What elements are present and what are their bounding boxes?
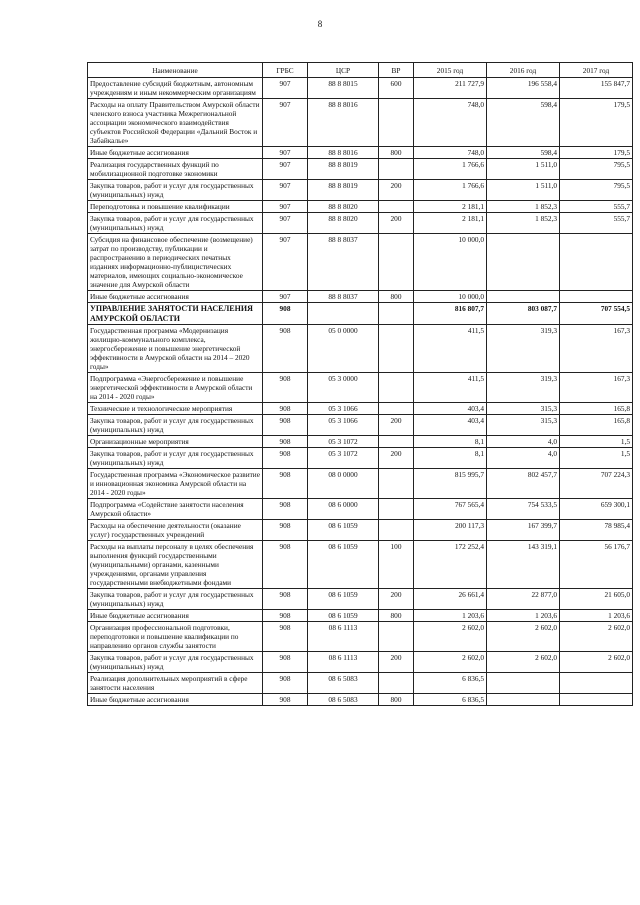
cell-2015: 172 252,4 bbox=[414, 541, 487, 589]
table-row bbox=[88, 99, 633, 147]
cell-csr: 05 0 0000 bbox=[308, 325, 379, 373]
cell-grbs: 907 bbox=[263, 201, 308, 213]
cell-2017: 165,8 bbox=[560, 403, 633, 415]
cell-csr: 88 8 8016 bbox=[308, 99, 379, 147]
cell-2017: 555,7 bbox=[560, 201, 633, 213]
cell-csr: 88 8 8015 bbox=[308, 78, 379, 99]
cell-grbs: 907 bbox=[263, 99, 308, 147]
cell-vr: 200 bbox=[379, 415, 414, 436]
cell-name: Государственная программа «Модернизация жилищно-коммунального комплекса, энергосбережение и повышение энергетической эффективности в Амурской области на 2014 – 2020 годы» bbox=[88, 325, 263, 373]
table-header-row bbox=[88, 63, 633, 78]
cell-vr: 200 bbox=[379, 652, 414, 673]
cell-name: Расходы на выплаты персоналу в целях обеспечения выполнения функций государственными (муниципальными) органами, казенными учреждениями, органами управления государственными внебюджетными фондами bbox=[88, 541, 263, 589]
cell-vr bbox=[379, 373, 414, 403]
cell-name: Иные бюджетные ассигнования bbox=[88, 610, 263, 622]
cell-name: Иные бюджетные ассигнования bbox=[88, 291, 263, 303]
cell-2016: 598,4 bbox=[487, 99, 560, 147]
table-row bbox=[88, 499, 633, 520]
cell-2015: 403,4 bbox=[414, 403, 487, 415]
cell-2015: 1 203,6 bbox=[414, 610, 487, 622]
cell-csr: 08 6 1113 bbox=[308, 622, 379, 652]
cell-name: Предоставление субсидий бюджетным, автономным учреждениям и иным некоммерческим организациям bbox=[88, 78, 263, 99]
cell-2016: 802 457,7 bbox=[487, 469, 560, 499]
header-name: Наименование bbox=[88, 63, 263, 78]
cell-name: Расходы на оплату Правительством Амурской области членского взноса участника Межрегиональной ассоциации экономического взаимодействия субъектов Российской Федерации «Дальний Восток и Забайкалье» bbox=[88, 99, 263, 147]
cell-vr bbox=[379, 403, 414, 415]
cell-vr: 800 bbox=[379, 694, 414, 706]
cell-csr: 08 6 1059 bbox=[308, 520, 379, 541]
cell-name: Подпрограмма «Содействие занятости населения Амурской области» bbox=[88, 499, 263, 520]
cell-grbs: 907 bbox=[263, 213, 308, 234]
cell-2016: 4,0 bbox=[487, 436, 560, 448]
header-2016: 2016 год bbox=[487, 63, 560, 78]
cell-2017 bbox=[560, 694, 633, 706]
cell-grbs: 907 bbox=[263, 234, 308, 291]
cell-2017: 78 985,4 bbox=[560, 520, 633, 541]
cell-2015: 26 661,4 bbox=[414, 589, 487, 610]
table-row bbox=[88, 469, 633, 499]
cell-csr: 08 6 5083 bbox=[308, 673, 379, 694]
cell-vr: 600 bbox=[379, 78, 414, 99]
cell-2015: 815 995,7 bbox=[414, 469, 487, 499]
cell-grbs: 908 bbox=[263, 589, 308, 610]
table-row bbox=[88, 652, 633, 673]
cell-grbs: 908 bbox=[263, 415, 308, 436]
cell-csr: 05 3 1072 bbox=[308, 448, 379, 469]
cell-vr bbox=[379, 520, 414, 541]
cell-2017: 1,5 bbox=[560, 448, 633, 469]
cell-csr: 08 6 1059 bbox=[308, 541, 379, 589]
cell-grbs: 908 bbox=[263, 541, 308, 589]
cell-name: Иные бюджетные ассигнования bbox=[88, 694, 263, 706]
cell-2017: 707 224,3 bbox=[560, 469, 633, 499]
cell-2016 bbox=[487, 694, 560, 706]
table-row bbox=[88, 403, 633, 415]
cell-csr: 08 6 1059 bbox=[308, 589, 379, 610]
cell-2016: 315,3 bbox=[487, 415, 560, 436]
cell-grbs: 908 bbox=[263, 520, 308, 541]
cell-2017: 1 203,6 bbox=[560, 610, 633, 622]
cell-2016 bbox=[487, 673, 560, 694]
cell-name: Закупка товаров, работ и услуг для государственных (муниципальных) нужд bbox=[88, 213, 263, 234]
cell-vr bbox=[379, 499, 414, 520]
table-body bbox=[88, 78, 633, 706]
cell-name: Переподготовка и повышение квалификации bbox=[88, 201, 263, 213]
cell-vr bbox=[379, 436, 414, 448]
table-row bbox=[88, 325, 633, 373]
cell-2016 bbox=[487, 291, 560, 303]
cell-csr: 88 8 8020 bbox=[308, 213, 379, 234]
cell-2017: 555,7 bbox=[560, 213, 633, 234]
cell-2015: 411,5 bbox=[414, 373, 487, 403]
cell-grbs: 908 bbox=[263, 403, 308, 415]
cell-2016: 315,3 bbox=[487, 403, 560, 415]
header-grbs: ГРБС bbox=[263, 63, 308, 78]
cell-grbs: 907 bbox=[263, 159, 308, 180]
cell-name: Закупка товаров, работ и услуг для государственных (муниципальных) нужд bbox=[88, 589, 263, 610]
cell-vr bbox=[379, 234, 414, 291]
cell-csr: 05 3 0000 bbox=[308, 373, 379, 403]
cell-name: Субсидия на финансовое обеспечение (возмещение) затрат по производству, публикации и распространению в периодических печатных изданиях информационно-публицистических материалов, имеющих социально-экономическое значение для Амурской области bbox=[88, 234, 263, 291]
cell-2015: 6 836,5 bbox=[414, 673, 487, 694]
cell-2015: 748,0 bbox=[414, 147, 487, 159]
cell-2016: 196 558,4 bbox=[487, 78, 560, 99]
cell-name: Расходы на обеспечение деятельности (оказание услуг) государственных учреждений bbox=[88, 520, 263, 541]
table-row bbox=[88, 201, 633, 213]
cell-2015: 10 000,0 bbox=[414, 234, 487, 291]
header-csr: ЦСР bbox=[308, 63, 379, 78]
cell-grbs: 908 bbox=[263, 469, 308, 499]
cell-2016: 1 511,0 bbox=[487, 159, 560, 180]
cell-name: Иные бюджетные ассигнования bbox=[88, 147, 263, 159]
cell-2017: 795,5 bbox=[560, 180, 633, 201]
cell-2016: 803 087,7 bbox=[487, 303, 560, 325]
cell-vr: 200 bbox=[379, 448, 414, 469]
cell-2017: 2 602,0 bbox=[560, 652, 633, 673]
cell-csr: 88 8 8016 bbox=[308, 147, 379, 159]
cell-2016: 167 399,7 bbox=[487, 520, 560, 541]
cell-2015: 1 766,6 bbox=[414, 180, 487, 201]
cell-vr: 800 bbox=[379, 610, 414, 622]
cell-name: Технические и технологические мероприятия bbox=[88, 403, 263, 415]
cell-vr: 200 bbox=[379, 589, 414, 610]
cell-name: УПРАВЛЕНИЕ ЗАНЯТОСТИ НАСЕЛЕНИЯ АМУРСКОЙ ОБЛАСТИ bbox=[88, 303, 263, 325]
header-2015: 2015 год bbox=[414, 63, 487, 78]
table-row bbox=[88, 234, 633, 291]
cell-csr: 08 0 0000 bbox=[308, 469, 379, 499]
cell-grbs: 907 bbox=[263, 180, 308, 201]
table-row bbox=[88, 213, 633, 234]
cell-2016: 4,0 bbox=[487, 448, 560, 469]
cell-2017: 179,5 bbox=[560, 147, 633, 159]
cell-grbs: 907 bbox=[263, 78, 308, 99]
cell-name: Закупка товаров, работ и услуг для государственных (муниципальных) нужд bbox=[88, 180, 263, 201]
cell-2016: 1 852,3 bbox=[487, 201, 560, 213]
cell-csr: 08 6 0000 bbox=[308, 499, 379, 520]
cell-grbs: 908 bbox=[263, 622, 308, 652]
cell-vr bbox=[379, 325, 414, 373]
cell-grbs: 908 bbox=[263, 499, 308, 520]
cell-csr: 88 8 8019 bbox=[308, 180, 379, 201]
cell-vr: 800 bbox=[379, 291, 414, 303]
cell-2017: 155 847,7 bbox=[560, 78, 633, 99]
cell-csr: 88 8 8037 bbox=[308, 291, 379, 303]
page-number: 8 bbox=[317, 19, 323, 29]
cell-grbs: 908 bbox=[263, 610, 308, 622]
cell-2017: 56 176,7 bbox=[560, 541, 633, 589]
cell-2017: 659 300,1 bbox=[560, 499, 633, 520]
cell-2016: 598,4 bbox=[487, 147, 560, 159]
cell-2015: 211 727,9 bbox=[414, 78, 487, 99]
cell-vr: 200 bbox=[379, 213, 414, 234]
cell-2017: 1,5 bbox=[560, 436, 633, 448]
cell-name: Подпрограмма «Энергосбережение и повышение энергетической эффективности в Амурской области на 2014 - 2020 годы» bbox=[88, 373, 263, 403]
cell-2017: 707 554,5 bbox=[560, 303, 633, 325]
cell-2017: 21 605,0 bbox=[560, 589, 633, 610]
budget-table bbox=[87, 62, 633, 706]
cell-2017: 165,8 bbox=[560, 415, 633, 436]
cell-grbs: 908 bbox=[263, 652, 308, 673]
cell-vr bbox=[379, 99, 414, 147]
cell-csr: 88 8 8037 bbox=[308, 234, 379, 291]
cell-grbs: 908 bbox=[263, 325, 308, 373]
table-row bbox=[88, 415, 633, 436]
cell-2015: 2 181,1 bbox=[414, 201, 487, 213]
cell-csr: 88 8 8020 bbox=[308, 201, 379, 213]
cell-2016: 22 877,0 bbox=[487, 589, 560, 610]
cell-grbs: 908 bbox=[263, 694, 308, 706]
cell-grbs: 908 bbox=[263, 436, 308, 448]
table-row bbox=[88, 541, 633, 589]
cell-2015: 403,4 bbox=[414, 415, 487, 436]
cell-2016: 1 852,3 bbox=[487, 213, 560, 234]
table-row bbox=[88, 180, 633, 201]
table-row bbox=[88, 610, 633, 622]
cell-2015: 200 117,3 bbox=[414, 520, 487, 541]
table-row bbox=[88, 436, 633, 448]
cell-2016: 1 203,6 bbox=[487, 610, 560, 622]
cell-2017 bbox=[560, 291, 633, 303]
cell-2016: 754 533,5 bbox=[487, 499, 560, 520]
table-row bbox=[88, 448, 633, 469]
cell-csr: 05 3 1066 bbox=[308, 415, 379, 436]
cell-2015: 10 000,0 bbox=[414, 291, 487, 303]
cell-csr: 08 6 5083 bbox=[308, 694, 379, 706]
cell-csr: 08 6 1059 bbox=[308, 610, 379, 622]
cell-vr bbox=[379, 469, 414, 499]
cell-2016: 2 602,0 bbox=[487, 622, 560, 652]
cell-vr bbox=[379, 622, 414, 652]
cell-2017: 2 602,0 bbox=[560, 622, 633, 652]
cell-2017: 795,5 bbox=[560, 159, 633, 180]
cell-csr: 08 6 1113 bbox=[308, 652, 379, 673]
cell-2016: 319,3 bbox=[487, 325, 560, 373]
table-row bbox=[88, 373, 633, 403]
cell-vr bbox=[379, 673, 414, 694]
cell-name: Реализация государственных функций по мобилизационной подготовке экономики bbox=[88, 159, 263, 180]
cell-vr bbox=[379, 303, 414, 325]
cell-csr: 88 8 8019 bbox=[308, 159, 379, 180]
cell-2017: 167,3 bbox=[560, 325, 633, 373]
cell-name: Закупка товаров, работ и услуг для государственных (муниципальных) нужд bbox=[88, 415, 263, 436]
cell-2015: 8,1 bbox=[414, 448, 487, 469]
cell-name: Организация профессиональной подготовки, переподготовки и повышение квалификации по направлению органов службы занятости bbox=[88, 622, 263, 652]
table-row bbox=[88, 147, 633, 159]
cell-csr bbox=[308, 303, 379, 325]
cell-name: Государственная программа «Экономическое развитие и инновационная экономика Амурской области на 2014 - 2020 годы» bbox=[88, 469, 263, 499]
cell-grbs: 907 bbox=[263, 147, 308, 159]
cell-2017 bbox=[560, 234, 633, 291]
table-row bbox=[88, 520, 633, 541]
cell-2016: 319,3 bbox=[487, 373, 560, 403]
cell-2016: 1 511,0 bbox=[487, 180, 560, 201]
cell-2015: 8,1 bbox=[414, 436, 487, 448]
cell-vr bbox=[379, 159, 414, 180]
cell-2015: 748,0 bbox=[414, 99, 487, 147]
cell-2015: 6 836,5 bbox=[414, 694, 487, 706]
cell-vr: 200 bbox=[379, 180, 414, 201]
cell-2015: 1 766,6 bbox=[414, 159, 487, 180]
cell-2016: 143 319,1 bbox=[487, 541, 560, 589]
cell-2015: 816 807,7 bbox=[414, 303, 487, 325]
cell-name: Закупка товаров, работ и услуг для государственных (муниципальных) нужд bbox=[88, 652, 263, 673]
cell-grbs: 908 bbox=[263, 373, 308, 403]
table-row bbox=[88, 589, 633, 610]
cell-2015: 767 565,4 bbox=[414, 499, 487, 520]
cell-vr: 800 bbox=[379, 147, 414, 159]
header-vr: ВР bbox=[379, 63, 414, 78]
cell-2016: 2 602,0 bbox=[487, 652, 560, 673]
cell-2015: 2 602,0 bbox=[414, 652, 487, 673]
cell-2015: 2 602,0 bbox=[414, 622, 487, 652]
cell-2017 bbox=[560, 673, 633, 694]
cell-vr bbox=[379, 201, 414, 213]
cell-2016 bbox=[487, 234, 560, 291]
cell-2017: 179,5 bbox=[560, 99, 633, 147]
header-2017: 2017 год bbox=[560, 63, 633, 78]
cell-csr: 05 3 1072 bbox=[308, 436, 379, 448]
cell-grbs: 907 bbox=[263, 291, 308, 303]
table-row bbox=[88, 673, 633, 694]
cell-2015: 2 181,1 bbox=[414, 213, 487, 234]
cell-grbs: 908 bbox=[263, 448, 308, 469]
cell-2015: 411,5 bbox=[414, 325, 487, 373]
table-row bbox=[88, 622, 633, 652]
cell-vr: 100 bbox=[379, 541, 414, 589]
cell-csr: 05 3 1066 bbox=[308, 403, 379, 415]
cell-grbs: 908 bbox=[263, 303, 308, 325]
cell-name: Реализация дополнительных мероприятий в сфере занятости населения bbox=[88, 673, 263, 694]
table-row bbox=[88, 694, 633, 706]
cell-grbs: 908 bbox=[263, 673, 308, 694]
table-row bbox=[88, 303, 633, 325]
cell-2017: 167,3 bbox=[560, 373, 633, 403]
table-row bbox=[88, 291, 633, 303]
table-row bbox=[88, 78, 633, 99]
table-row bbox=[88, 159, 633, 180]
cell-name: Закупка товаров, работ и услуг для государственных (муниципальных) нужд bbox=[88, 448, 263, 469]
cell-name: Организационные мероприятия bbox=[88, 436, 263, 448]
